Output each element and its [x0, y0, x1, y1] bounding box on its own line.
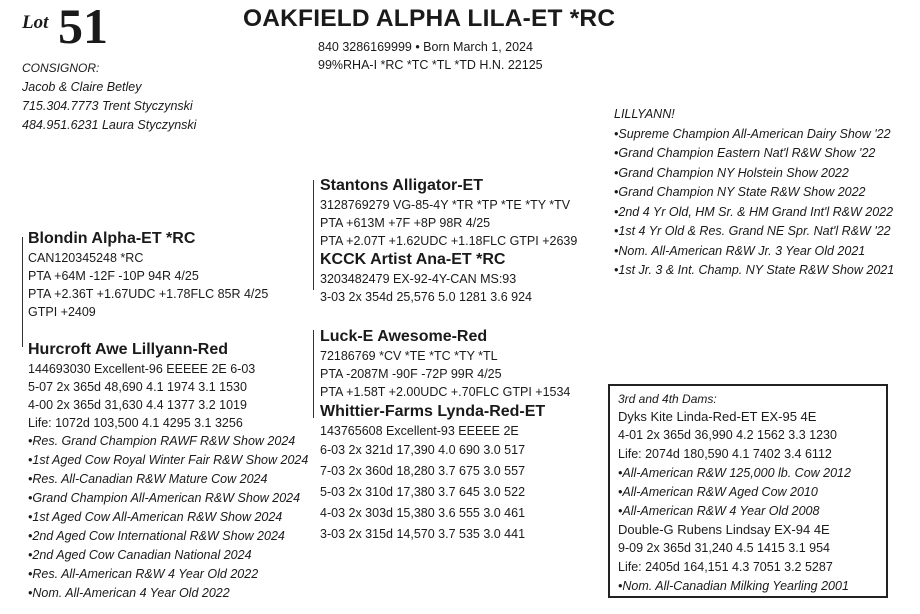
lillyann-honor: •Supreme Champion All-American Dairy Show '22	[614, 126, 891, 141]
sire-sire-line: 3128769279 VG-85-4Y *TR *TP *TE *TY *TV	[320, 198, 571, 212]
dam-honor: •1st Aged Cow All-American R&W Show 2024	[28, 510, 283, 524]
consignor-line: 715.304.7773 Trent Styczynski	[22, 99, 193, 113]
dam-dam-block	[320, 402, 545, 545]
fourth-dam-line: 9-09 2x 365d 31,240 4.5 1415 3.1 954	[618, 541, 830, 555]
third-dam-line: 4-01 2x 365d 36,990 4.2 1562 3.3 1230	[618, 428, 837, 442]
fourth-dam-name: Double-G Rubens Lindsay EX-94 4E	[618, 522, 830, 537]
lot-label: Lot	[22, 12, 49, 33]
lillyann-honor: •Grand Champion Eastern Nat'l R&W Show '22	[614, 146, 876, 160]
dam-sire-block	[320, 327, 570, 401]
dam-honor: •Res. All-American R&W 4 Year Old 2022	[28, 567, 259, 581]
consignor-line: 484.951.6231 Laura Styczynski	[22, 118, 197, 132]
sire-dam-line: 3203482479 EX-92-4Y-CAN MS:93	[320, 272, 517, 286]
dam-block	[28, 340, 308, 603]
sire-line: PTA +64M -12F -10P 94R 4/25	[28, 269, 199, 283]
sire-sire-line: PTA +2.07T +1.62UDC +1.18FLC GTPI +2639	[320, 234, 578, 248]
dam-dam-name: Whittier-Farms Lynda-Red-ET	[320, 403, 546, 420]
third-dam-honor: •All-American R&W Aged Cow 2010	[618, 485, 818, 499]
dam-honor: •2nd Aged Cow International R&W Show 2024	[28, 529, 285, 543]
lillyann-block	[614, 105, 894, 281]
sire-line: GTPI +2409	[28, 305, 96, 319]
third-fourth-dams-box	[608, 384, 888, 598]
lillyann-honor: •Grand Champion NY State R&W Show 2022	[614, 185, 866, 199]
dam-dam-line: 7-03 2x 360d 18,280 3.7 675 3.0 557	[320, 464, 526, 478]
lillyann-honor: •Nom. All-American R&W Jr. 3 Year Old 2021	[614, 243, 866, 258]
dam-name: Hurcroft Awe Lillyann-Red	[28, 341, 229, 358]
dam-honor: •1st Aged Cow Royal Winter Fair R&W Show 2024	[28, 453, 309, 467]
dam-sire-name: Luck-E Awesome-Red	[320, 328, 488, 345]
sire-sire-line: PTA +613M +7F +8P 98R 4/25	[320, 216, 491, 230]
third-dam-honor: •All-American R&W 4 Year Old 2008	[618, 504, 820, 518]
dam-sire-line: PTA -2087M -90F -72P 99R 4/25	[320, 367, 502, 381]
sire-block	[28, 229, 268, 321]
third-dam-line: Life: 2074d 180,590 4.1 7402 3.4 6112	[618, 447, 832, 461]
dam-line: Life: 1072d 103,500 4.1 4295 3.1 3256	[28, 416, 243, 430]
animal-title: OAKFIELD ALPHA LILA-ET *RC	[243, 5, 616, 32]
dam-dam-line: 5-03 2x 310d 17,380 3.7 645 3.0 522	[320, 485, 526, 499]
dam-line: 5-07 2x 365d 48,690 4.1 1974 3.1 1530	[28, 380, 247, 394]
dam-honor: •Res. Grand Champion RAWF R&W Show 2024	[28, 434, 296, 448]
dams-heading: 3rd and 4th Dams:	[618, 392, 717, 406]
third-dam-honor: •All-American R&W 125,000 lb. Cow 2012	[618, 466, 851, 480]
dam-line: 144693030 Excellent-96 EEEEE 2E 6-03	[28, 362, 256, 376]
lillyann-heading: LILLYANN!	[614, 107, 675, 121]
fourth-dam-line: Life: 2405d 164,151 4.3 7051 3.2 5287	[618, 560, 833, 574]
lot-number: 51	[58, 0, 108, 54]
third-dam-name: Dyks Kite Linda-Red-ET EX-95 4E	[618, 409, 817, 424]
dams-content	[618, 390, 851, 596]
dam-honor: •Res. All-Canadian R&W Mature Cow 2024	[28, 472, 268, 486]
breed-line: 99%RHA-I *RC *TC *TL *TD H.N. 22125	[318, 58, 543, 72]
dam-dam-line: 143765608 Excellent-93 EEEEE 2E	[320, 424, 519, 438]
dam-honor: •2nd Aged Cow Canadian National 2024	[28, 548, 252, 562]
sire-sire-name: Stantons Alligator-ET	[320, 177, 483, 194]
lillyann-honor: •2nd 4 Yr Old, HM Sr. & HM Grand Int'l R&W 2022	[614, 204, 894, 219]
dam-sire-line: 72186769 *CV *TE *TC *TY *TL	[320, 349, 498, 363]
sire-line: PTA +2.36T +1.67UDC +1.78FLC 85R 4/25	[28, 287, 269, 301]
consignor-line: Jacob & Claire Betley	[22, 80, 142, 94]
pedigree-bracket-left	[22, 237, 23, 347]
dam-honor: •Grand Champion All-American R&W Show 2024	[28, 491, 301, 505]
lillyann-honor: •Grand Champion NY Holstein Show 2022	[614, 165, 849, 180]
sire-dam-line: 3-03 2x 354d 25,576 5.0 1281 3.6 924	[320, 290, 532, 304]
lillyann-honor: •1st Jr. 3 & Int. Champ. NY State R&W Show 2021	[614, 263, 895, 277]
sire-name: Blondin Alpha-ET *RC	[28, 230, 196, 247]
dam-sire-line: PTA +1.58T +2.00UDC +.70FLC GTPI +1534	[320, 385, 571, 399]
lillyann-honor: •1st 4 Yr Old & Res. Grand NE Spr. Nat'l R&W '22	[614, 224, 891, 238]
dam-line: 4-00 2x 365d 31,630 4.4 1377 3.2 1019	[28, 398, 247, 412]
sire-sire-block	[320, 176, 577, 250]
dam-honor: •Nom. All-American 4 Year Old 2022	[28, 586, 230, 600]
sire-dam-name: KCCK Artist Ana-ET *RC	[320, 251, 506, 268]
dam-dam-line: 4-03 2x 303d 15,380 3.6 555 3.0 461	[320, 506, 526, 520]
dam-dam-line: 6-03 2x 321d 17,390 4.0 690 3.0 517	[320, 443, 526, 457]
sire-dam-block	[320, 250, 532, 306]
consignor-block	[22, 59, 196, 135]
pedigree-bracket-dam	[313, 330, 314, 418]
consignor-heading: CONSIGNOR:	[22, 61, 100, 75]
pedigree-bracket-sire	[313, 180, 314, 290]
sire-line: CAN120345248 *RC	[28, 251, 144, 265]
fourth-dam-honor: •Nom. All-Canadian Milking Yearling 2001	[618, 579, 849, 593]
dam-dam-line: 3-03 2x 315d 14,570 3.7 535 3.0 441	[320, 527, 526, 541]
id-line: 840 3286169999 • Born March 1, 2024	[318, 40, 533, 54]
